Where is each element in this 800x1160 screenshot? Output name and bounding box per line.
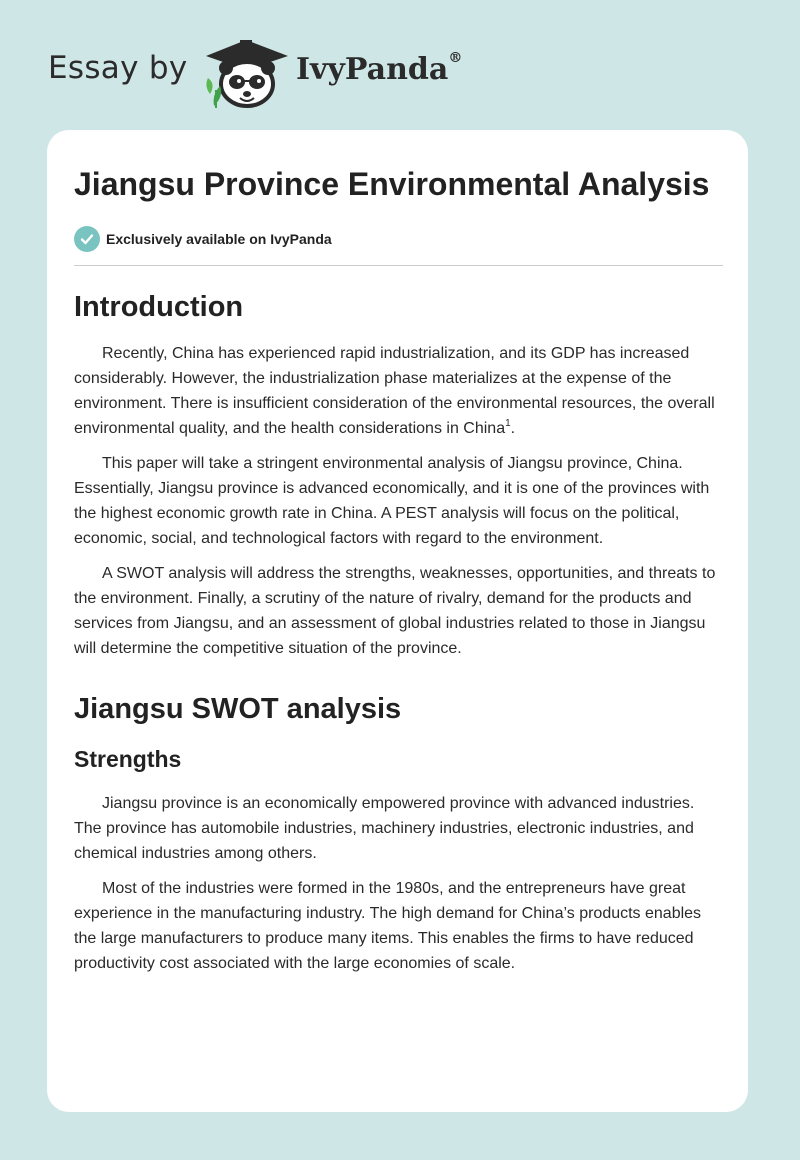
exclusive-badge	[74, 225, 723, 253]
paragraph: This paper will take a stringent environmental analysis of Jiangsu province, China. Essentially, Jiangsu province is advanced economically, and it is one of the provinces with the highest economic growth rate in China. A PEST analysis will focus on the political, economic, social, and technological factors with regard to the environment.	[74, 455, 710, 547]
site-header	[0, 0, 800, 130]
registered-mark: ®	[448, 50, 463, 66]
paragraph: Jiangsu province is an economically empowered province with advanced industries. The province has automobile industries, machinery industries, electronic industries, and chemical industries among others.	[74, 795, 695, 862]
divider	[74, 265, 723, 266]
article-card	[47, 130, 748, 1112]
exclusive-label: Exclusively available on IvyPanda	[106, 231, 332, 247]
paragraph: Most of the industries were formed in the 1980s, and the entrepreneurs have great experience in the manufacturing industry. The high demand for China’s products enables the large manufacturers to produce many items. This enables the firms to have reduced productivity cost associated with the large economies of scale.	[74, 880, 702, 972]
page-title: Jiangsu Province Environmental Analysis	[74, 166, 710, 202]
paragraph: A SWOT analysis will address the strengths, weaknesses, opportunities, and threats to the environment. Finally, a scrutiny of the nature of rivalry, demand for the products and services from Jiangsu, and an assessment of global industries related to those in Jiangsu will determine the competitive situation of the province.	[74, 565, 716, 657]
footnote-link[interactable]: 1	[505, 417, 511, 429]
section-heading-introduction: Introduction	[74, 291, 244, 323]
brand-prefix: Essay by	[48, 50, 188, 86]
subsection-heading-strengths: Strengths	[74, 746, 182, 772]
article-content	[74, 164, 723, 976]
paragraph: Recently, China has experienced rapid industrialization, and its GDP has increased considerably. However, the industrialization phase materializes at the expense of the environment. There is insufficient consideration of the environmental resources, the overall environmental quality, and the health considerations in China$^1$.	[74, 345, 715, 437]
panda-logo-icon[interactable]	[200, 34, 292, 110]
check-icon	[74, 226, 100, 252]
brand-name[interactable]: IvyPanda®	[296, 50, 463, 87]
section-heading-swot: Jiangsu SWOT analysis	[74, 693, 402, 725]
